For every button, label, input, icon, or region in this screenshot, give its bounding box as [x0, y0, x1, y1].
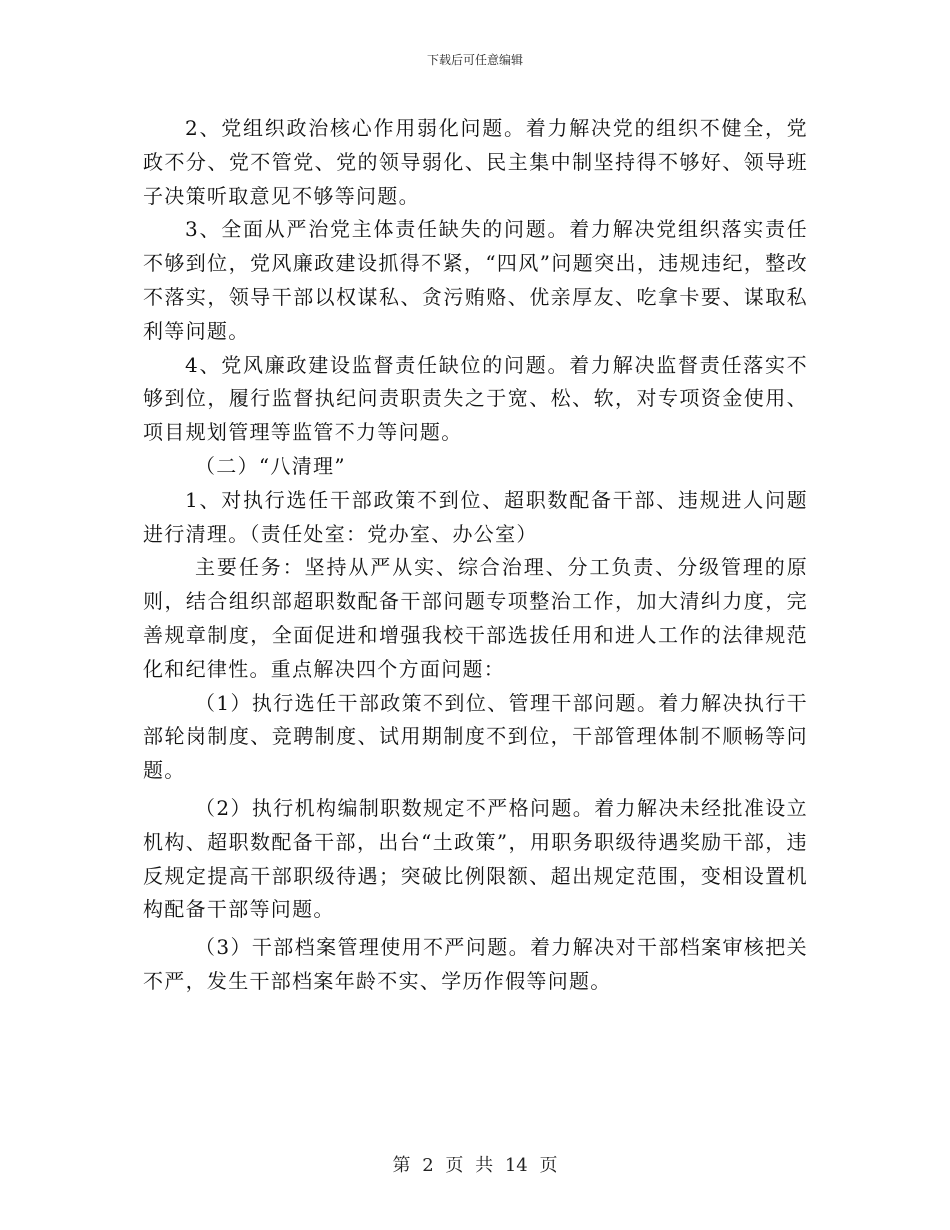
- paragraph: 1、对执行选任干部政策不到位、超职数配备干部、违规进人问题进行清理。（责任处室：党办室、办公室）: [143, 487, 808, 546]
- paragraph: 2、党组织政治核心作用弱化问题。着力解决党的组织不健全，党政不分、党不管党、党的领导弱化、民主集中制坚持得不够好、领导班子决策听取意见不够等问题。: [143, 116, 808, 208]
- document-body: [143, 112, 808, 999]
- paragraph: 主要任务：坚持从严从实、综合治理、分工负责、分级管理的原则，结合组织部超职数配备干部问题专项整治工作，加大清纠力度，完善规章制度，全面促进和增强我校干部选拔任用和进人工作的法律规范化和纪律性。重点解决四个方面问题：: [143, 555, 808, 681]
- paragraph: 4、党风廉政建设监督责任缺位的问题。着力解决监督责任落实不够到位，履行监督执纪问责职责失之于宽、松、软，对专项资金使用、项目规划管理等监管不力等问题。: [143, 352, 808, 445]
- page-header-note: 下载后可任意编辑: [426, 53, 523, 67]
- paragraph: （1）执行选任干部政策不到位、管理干部问题。着力解决执行干部轮岗制度、竞聘制度、试用期制度不到位，干部管理体制不顺畅等问题。: [143, 690, 808, 783]
- paragraph: （2）执行机构编制职数规定不严格问题。着力解决未经批准设立机构、超职数配备干部，出台“土政策”，用职务职级待遇奖励干部，违反规定提高干部职级待遇；突破比例限额、超出规定范围，变相设置机构配备干部等问题。: [143, 795, 808, 922]
- section-heading: （二）“八清理”: [195, 453, 346, 478]
- paragraph: 3、全面从严治党主体责任缺失的问题。着力解决党组织落实责任不够到位，党风廉政建设抓得不紧，“四风”问题突出，违规违纪，整改不落实，领导干部以权谋私、贪污贿赂、优亲厚友、吃拿卡要、谋取私利等问题。: [143, 217, 808, 343]
- page-number-footer: 第 2 页 共 14 页: [392, 1155, 558, 1176]
- paragraph: （3）干部档案管理使用不严问题。着力解决对干部档案审核把关不严，发生干部档案年龄不实、学历作假等问题。: [143, 935, 808, 993]
